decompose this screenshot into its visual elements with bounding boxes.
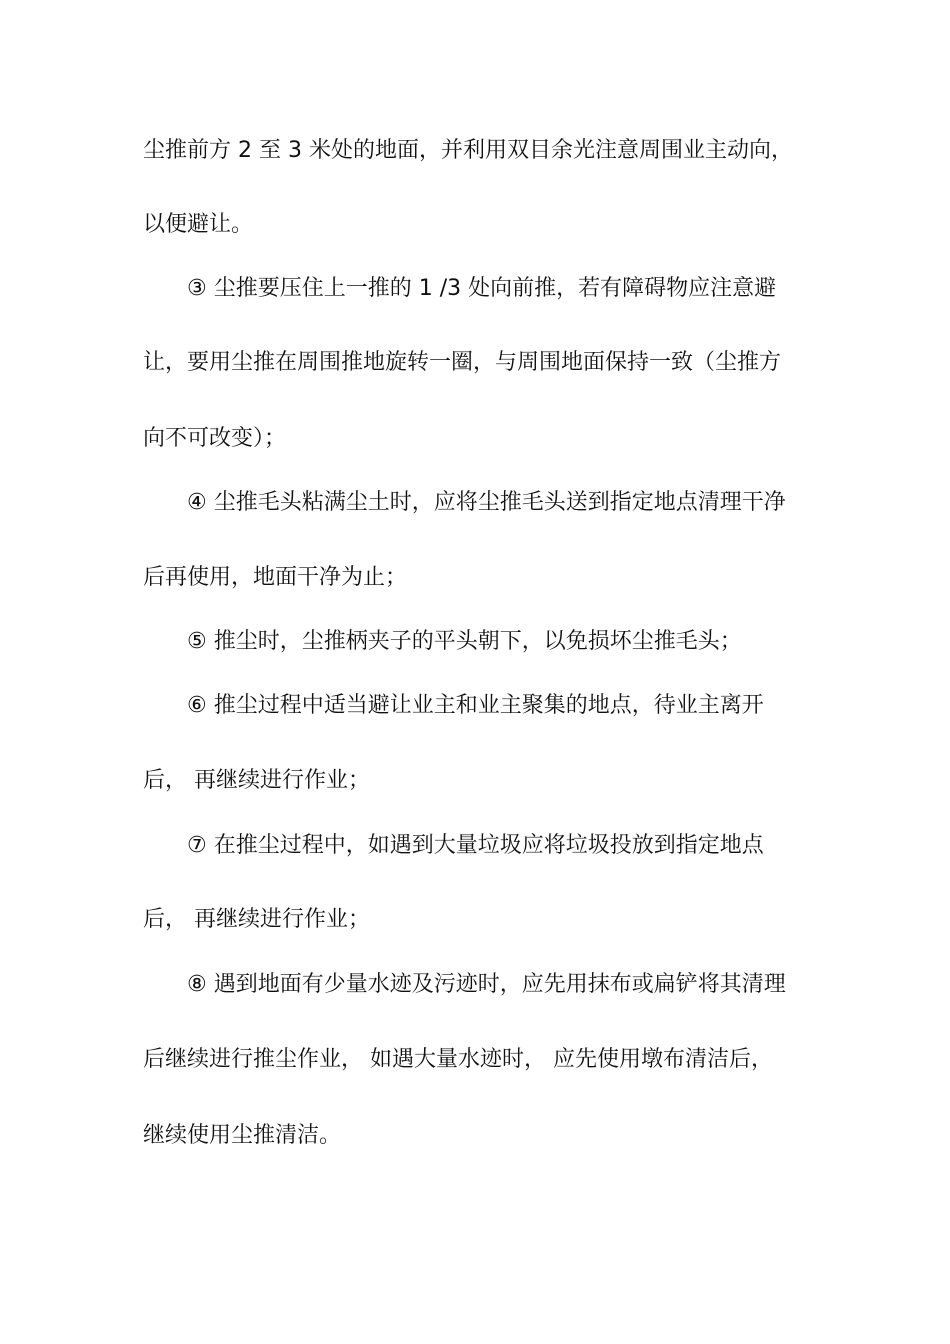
text-line: 继续使用尘推清洁。	[143, 1123, 342, 1148]
list-item-6: ⑥ 推尘过程中适当避让业主和业主聚集的地点，待业主离开	[187, 693, 764, 718]
list-item-4: ④ 尘推毛头粘满尘土时，应将尘推毛头送到指定地点清理干净	[187, 490, 786, 515]
text-line: 后再使用，地面干净为止；	[143, 565, 408, 590]
text-line: 让，要用尘推在周围推地旋转一圈，与周围地面保持一致（尘推方	[143, 350, 782, 375]
text-line: 向不可改变）；	[143, 426, 287, 451]
list-item-3: ③ 尘推要压住上一推的 1 /3 处向前推，若有障碍物应注意避	[187, 276, 777, 301]
list-item-5: ⑤ 推尘时，尘推柄夹子的平头朝下，以免损坏尘推毛头；	[187, 629, 742, 654]
text-line: 以便避让。	[143, 212, 254, 237]
text-line: 后， 再继续进行作业；	[143, 907, 370, 932]
text-line: 后继续进行推尘作业， 如遇大量水迹时， 应先使用墩布清洁后，	[143, 1047, 773, 1072]
text-line: 后， 再继续进行作业；	[143, 768, 370, 793]
list-item-8: ⑧ 遇到地面有少量水迹及污迹时，应先用抹布或扁铲将其清理	[187, 972, 786, 997]
list-item-7: ⑦ 在推尘过程中，如遇到大量垃圾应将垃圾投放到指定地点	[187, 833, 764, 858]
text-line: 尘推前方 2 至 3 米处的地面，并利用双目余光注意周围业主动向，	[143, 138, 793, 163]
